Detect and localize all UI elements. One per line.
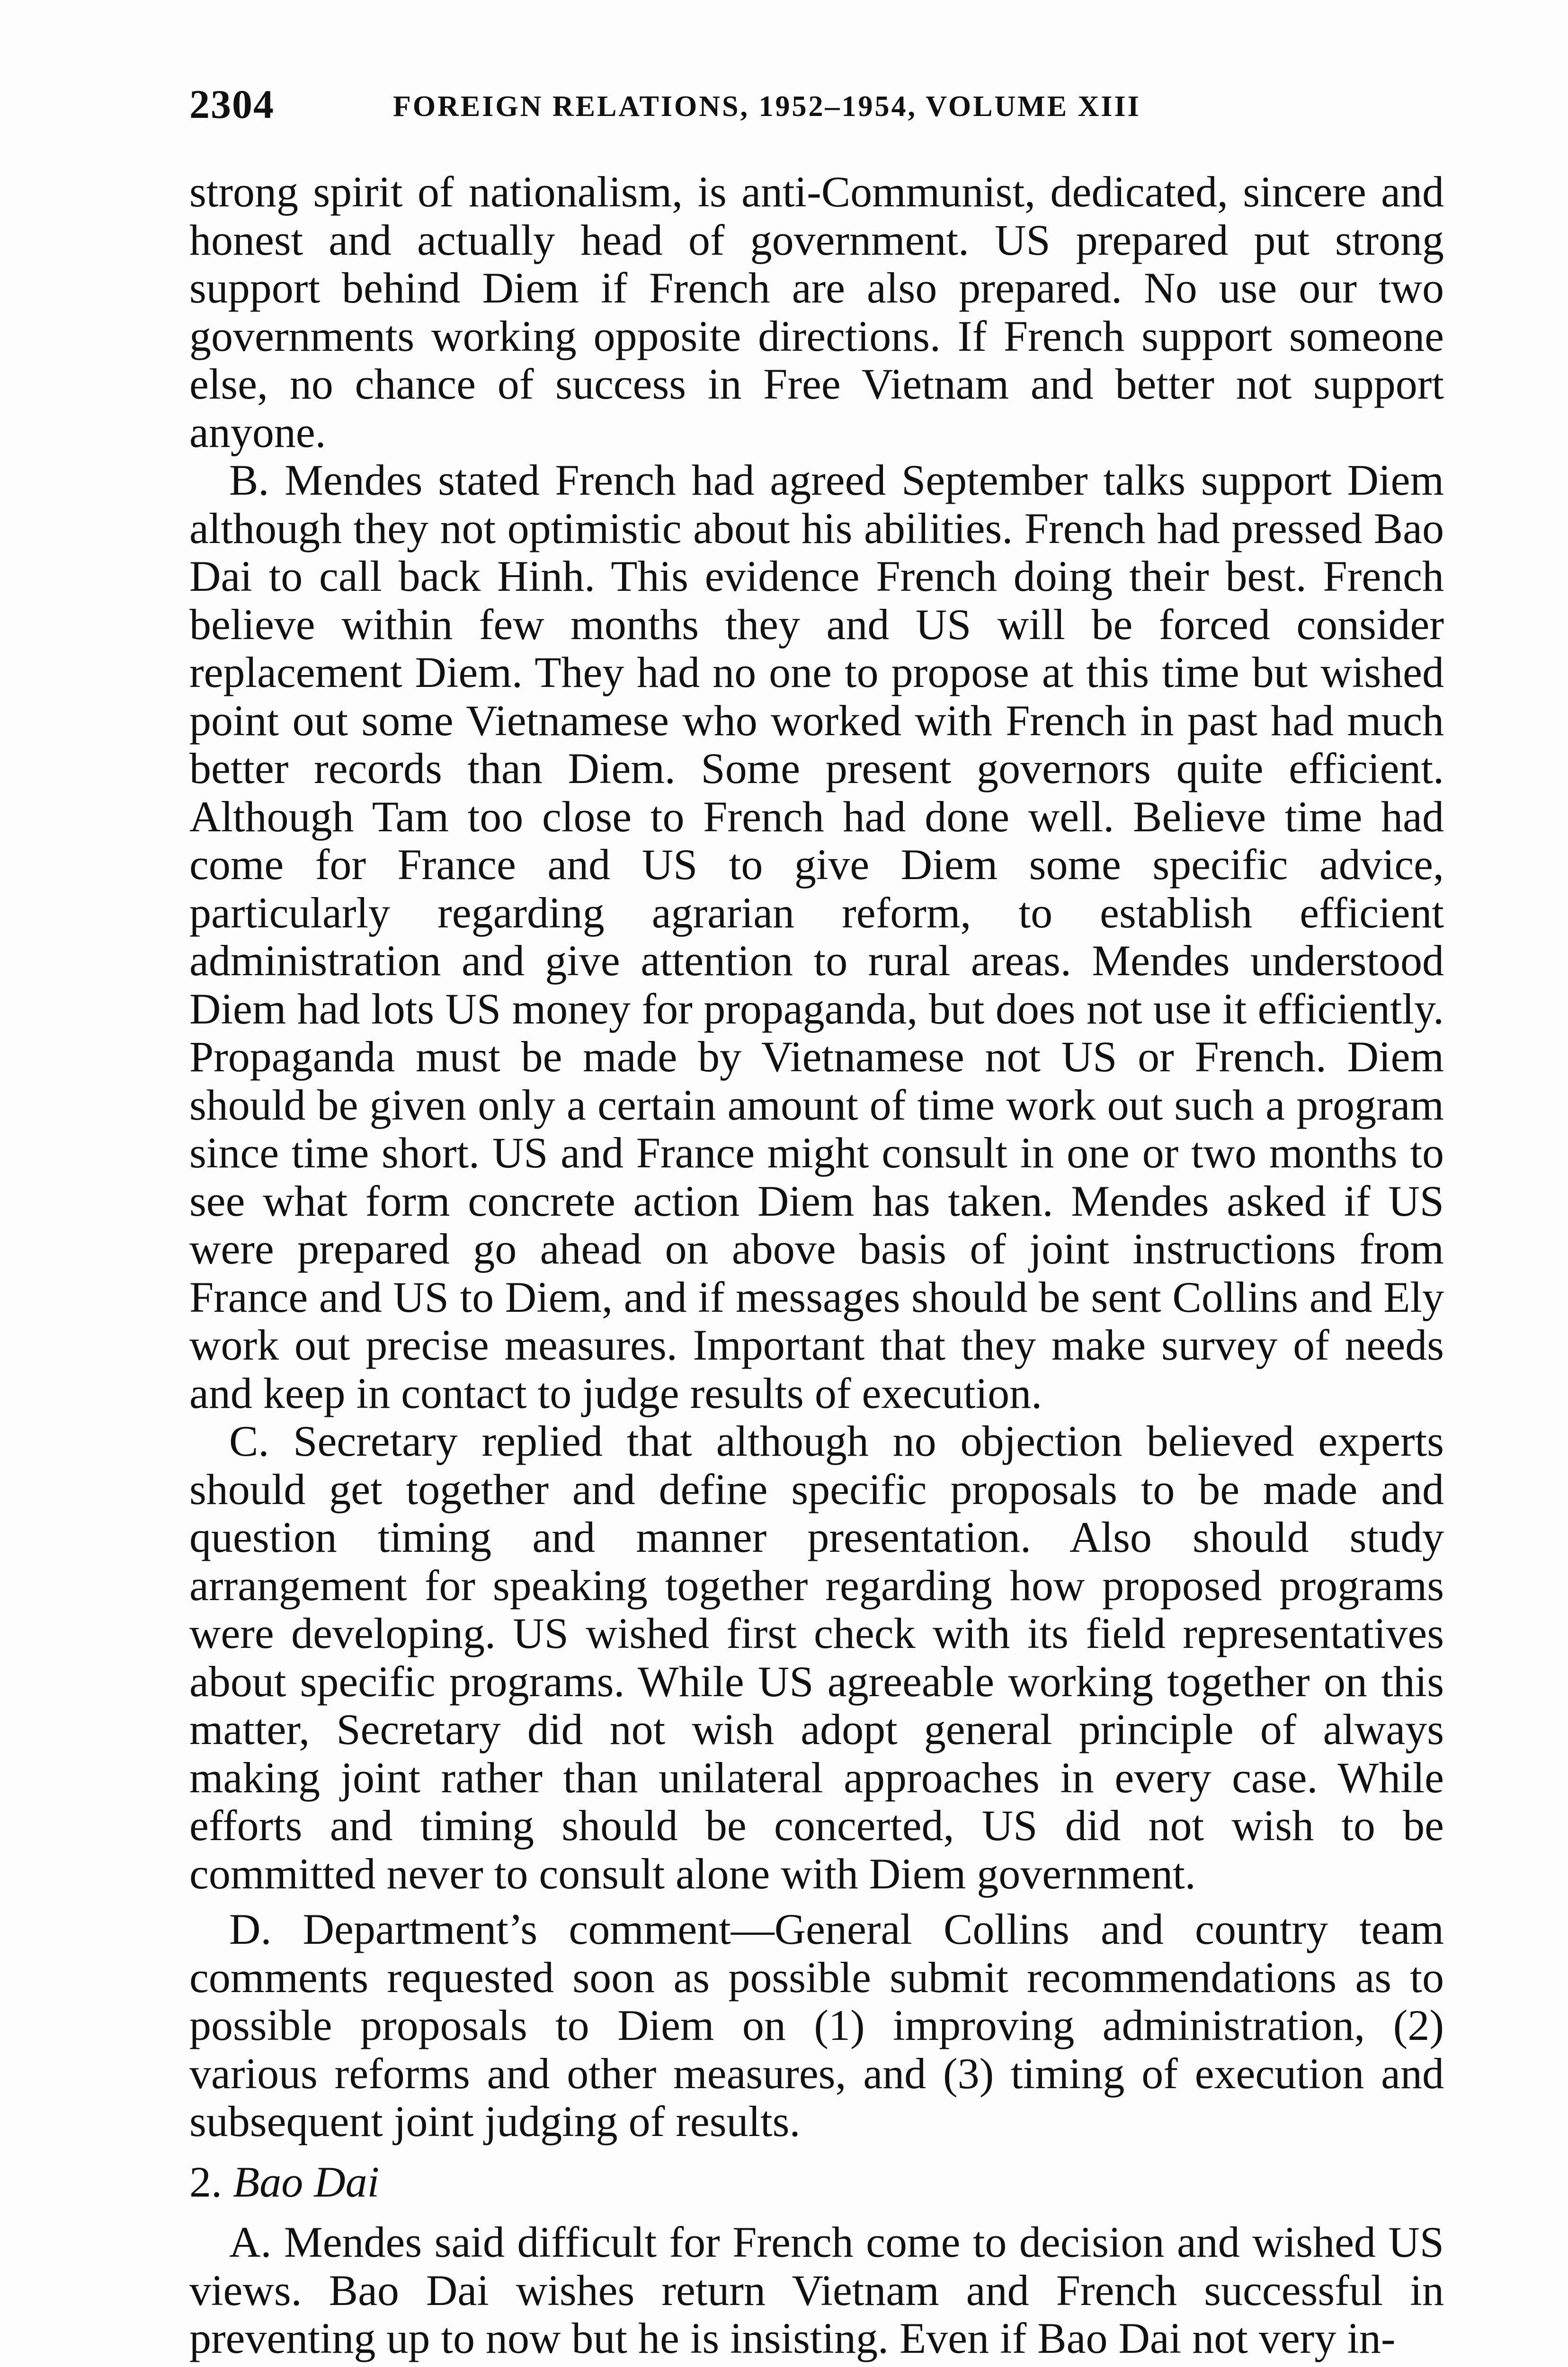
paragraph-d: D. Department’s comment—General Collins and country team comments requested soon as possible submit recommendations as to possible proposals to Diem on (1) improving administration, (2) various reforms and other measures, and (3) timing of execution and subsequent joint judging of results. <box>189 1905 1444 2145</box>
section-heading <box>189 2158 1444 2207</box>
paragraph-c: C. Secretary replied that although no objection believed experts should get together and define specific proposals to be made and question timing and manner presentation. Also should study arrangement for speaking together regarding how proposed programs were developing. US wished first check with its field representatives about specific programs. While US agreeable working together on this matter, Secretary did not wish adopt general principle of always making joint rather than unilateral approaches in every case. While efforts and timing should be concerted, US did not wish to be committed never to consult alone with Diem government. <box>189 1417 1444 1898</box>
paragraph-continuation: strong spirit of nationalism, is anti-Communist, dedicated, sincere and honest and actually head of government. US prepared put strong support behind Diem if French are also prepared. No use our two governments working opposite directions. If French support someone else, no chance of success in Free Vietnam and better not support anyone. <box>189 168 1444 456</box>
paragraph-b: B. Mendes stated French had agreed September talks support Diem although they not optimistic about his abilities. French had pressed Bao Dai to call back Hinh. This evidence French doing their best. French believe within few months they and US will be forced consider replacement Diem. They had no one to propose at this time but wished point out some Vietnamese who worked with French in past had much better records than Diem. Some present governors quite efficient. Although Tam too close to French had done well. Believe time had come for France and US to give Diem some specific advice, particularly regarding agrarian reform, to establish efficient administration and give attention to rural areas. Mendes understood Diem had lots US money for propaganda, but does not use it efficiently. Propaganda must be made by Vietnamese not US or French. Diem should be given only a certain amount of time work out such a program since time short. US and France might consult in one or two months to see what form concrete action Diem has taken. Mendes asked if US were prepared go ahead on above basis of joint instructions from France and US to Diem, and if messages should be sent Collins and Ely work out precise measures. Important that they make survey of needs and keep in contact to judge results of execution. <box>189 456 1444 1417</box>
body-text <box>189 168 1444 2363</box>
running-title: FOREIGN RELATIONS, 1952–1954, VOLUME XIII <box>393 90 1141 123</box>
paragraph-2a: A. Mendes said difficult for French come to decision and wished US views. Bao Dai wishes return Vietnam and French successful in preventing up to now but he is insisting. Even if Bao Dai not very in- <box>189 2218 1444 2362</box>
section-number: 2. <box>189 2157 222 2206</box>
section-title: Bao Dai <box>233 2157 380 2206</box>
page-number: 2304 <box>189 81 275 127</box>
page-header <box>189 80 1444 133</box>
